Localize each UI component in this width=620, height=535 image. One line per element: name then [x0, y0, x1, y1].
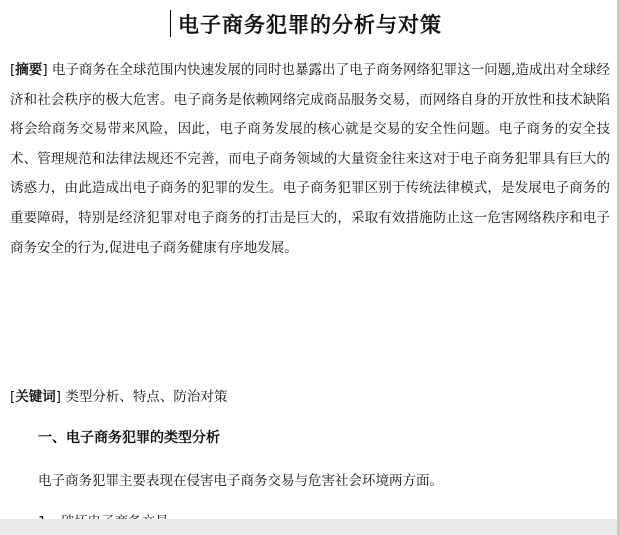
abstract-label: 摘要 [15, 62, 43, 78]
abstract-text: 电子商务在全球范围内快速发展的同时也暴露出了电子商务网络犯罪这一问题,造成出对全球经济和社会秩序的极大危害。电子商务是依赖网络完成商品服务交易，而网络自身的开放性和技术缺陷将会给商务交易带来风险，因此，电子商务发展的核心就是交易的安全性问题。电子商务的安全技术、管理规范和法律法规还不完善，而电子商务领域的大量资金往来这对于电子商务犯罪具有巨大的诱惑力，由此造成出电子商务的犯罪的发生。电子商务犯罪区别于传统法律模式，是发展电子商务的重要障碍，特别是经济犯罪对电子商务的打击是巨大的，采取有效措施防止这一危害网络秩序和电子商务安全的行为,促进电子商务健康有序地发展。 [10, 62, 611, 256]
abstract-label-bracket: [ [10, 62, 16, 78]
document-title: 电子商务犯罪的分析与对策 [178, 12, 442, 37]
window-bottom-edge [0, 519, 620, 535]
section-heading: 一、电子商务犯罪的类型分析 [38, 430, 220, 446]
keywords-label: 关键词 [15, 389, 56, 405]
abstract-paragraph: [摘要] 电子商务在全球范围内快速发展的同时也暴露出了电子商务网络犯罪这一问题,造成出对全球经济和社会秩序的极大危害。电子商务是依赖网络完成商品服务交易，而网络自身的开放性和技术缺陷将会给商务交易带来风险，因此，电子商务发展的核心就是交易的安全性问题。电子商务的安全技术、管理规范和法律法规还不完善，而电子商务领域的大量资金往来这对于电子商务犯罪具有巨大的诱惑力，由此造成出电子商务的犯罪的发生。电子商务犯罪区别于传统法律模式，是发展电子商务的重要障碍，特别是经济犯罪对电子商务的打击是巨大的，采取有效措施防止这一危害网络秩序和电子商务安全的行为,促进电子商务健康有序地发展。 [10, 62, 611, 256]
keywords-text: 类型分析、特点、防治对策 [65, 389, 228, 405]
keywords-line: [关键词] 类型分析、特点、防治对策 [10, 389, 228, 405]
section-paragraph: 电子商务犯罪主要表现在侵害电子商务交易与危害社会环境两方面。 [38, 473, 443, 489]
